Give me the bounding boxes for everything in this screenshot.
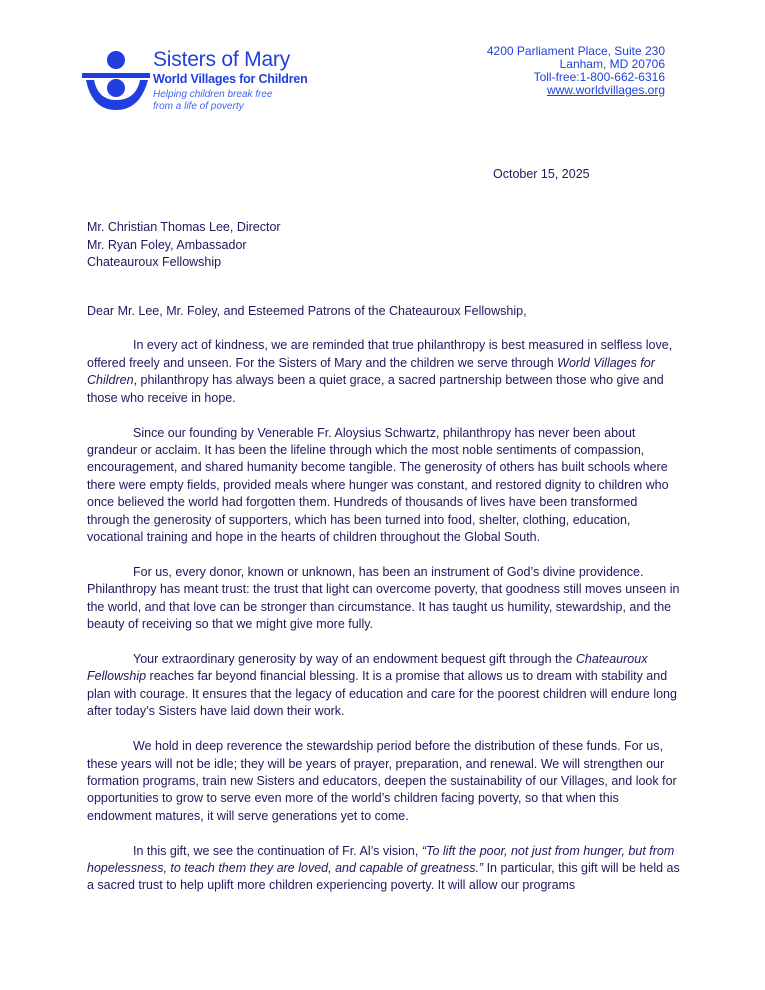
sisters-of-mary-logo [82,50,150,112]
tagline-line-2: from a life of poverty [153,101,244,112]
paragraph-italic: World Villages for Children [87,355,655,388]
sisters-of-mary-figure-icon [82,50,150,112]
paragraph [87,337,682,407]
paragraph [87,651,682,721]
contact-block [487,45,665,97]
paragraph [87,564,682,634]
paragraph [87,843,682,895]
paragraph-text: For us, every donor, known or unknown, has been an instrument of God’s divine providence. Philanthropy has meant trust: the trust that light can overcome poverty, that goodness still moves unseen in the world, and that love can be stronger than circumstance. It has taught us humility, stewardship, and the beauty of receiving so that we might give more fully. [87,564,680,632]
phone: Toll-free:1-800-662-6316 [533,70,665,84]
paragraph [87,738,682,825]
recipient-line: Chateauroux Fellowship [87,255,222,269]
paragraph-text: In this gift, we see the continuation of Fr. Al’s vision, [133,843,422,858]
paragraph-italic: “To lift the poor, not just from hunger, but from hopelessness, to teach them they are loved, and capable of greatness.” [87,843,675,876]
recipients-block [87,219,281,272]
website-link[interactable]: www.worldvillages.org [546,83,665,97]
org-subtitle: World Villages for Children [153,72,308,86]
paragraph-text: Your extraordinary generosity by way of an endowment bequest gift through the [133,652,576,666]
paragraph-text: In particular, this gift will be held as a sacred trust to help uplift more children experiencing poverty. It will allow our programs [87,861,680,893]
brand-block [153,48,308,113]
paragraph-text: Since our founding by Venerable Fr. Aloysius Schwartz, philanthropy has never been about grandeur or acclaim. It has been the lifeline through which the most noble sentiments of compassion, encouragement, and shared humanity become tangible. The generosity of others has built schools where there were empty fields, provided meals where hunger was constant, and restored dignity to children who once believed the world had forgotten them. Hundreds of thousands of lives have been transformed through the generosity of supporters, which has been turned into food, shelter, clothing, education, vocational training and hope in the hearts of children throughout the Global South. [87,425,669,544]
address-line-1: 4200 Parliament Place, Suite 230 [486,44,665,58]
paragraph-text: , philanthropy has always been a quiet grace, a sacred partnership between those who give and those who receive in hope. [87,373,664,405]
paragraph-text: reaches far beyond financial blessing. It is a promise that allows us to dream with stability and plan with courage. It ensures that the legacy of education and care for the poorest children will endure long after today’s Sisters have laid down their work. [87,669,677,719]
salutation: Dear Mr. Lee, Mr. Foley, and Esteemed Patrons of the Chateauroux Fellowship, [87,304,527,318]
paragraph-text: We hold in deep reverence the stewardship period before the distribution of these funds. For us, these years will not be idle; they will be years of prayer, preparation, and renewal. We will strengthen our formation programs, train new Sisters and educators, deepen the sustainability of our Villages, and look for opportunities to grow to serve even more of the world’s children facing poverty, so that when this endowment matures, it will serve generations yet to come. [87,739,677,823]
paragraph-text: In every act of kindness, we are reminded that true philanthropy is best measured in selfless love, offered freely and unseen. For the Sisters of Mary and the children we serve through [87,338,673,370]
letter-date: October 15, 2025 [493,167,590,181]
recipient-line: Mr. Ryan Foley, Ambassador [87,237,247,252]
org-name: Sisters of Mary [153,48,291,71]
recipient-line: Mr. Christian Thomas Lee, Director [87,220,281,234]
paragraph-italic: Chateauroux Fellowship [87,652,648,684]
letter-body [87,303,682,912]
address-line-2: Lanham, MD 20706 [559,57,665,71]
paragraph [87,425,682,547]
tagline-line-1: Helping children break free [153,89,273,100]
